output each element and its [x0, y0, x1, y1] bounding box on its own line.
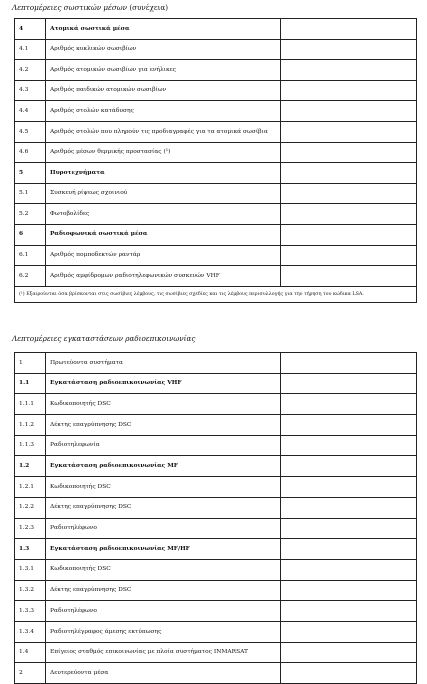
row-number: 1.3.4 — [15, 621, 46, 642]
table-row — [15, 580, 417, 601]
row-number: 4.6 — [15, 142, 46, 163]
row-value-cell — [281, 601, 417, 622]
section2-heading-title: Λεπτομέρειες εγκαταστάσεων ραδιοεπικοινωνίας — [12, 334, 196, 343]
row-description: Δευτερεύοντα μέσα — [46, 663, 281, 684]
row-value-cell — [281, 266, 417, 287]
table-row — [15, 19, 417, 40]
row-value-cell — [281, 353, 417, 374]
row-number: 1.3.3 — [15, 601, 46, 622]
table-row — [15, 663, 417, 684]
table-row — [15, 394, 417, 415]
table-row — [15, 266, 417, 287]
row-number: 1.3 — [15, 539, 46, 560]
row-number: 5.2 — [15, 204, 46, 225]
table-row — [15, 373, 417, 394]
row-number: 1.2.3 — [15, 518, 46, 539]
table-row — [15, 353, 417, 374]
row-description: Κωδικοποιητής DSC — [46, 559, 281, 580]
table-row — [15, 559, 417, 580]
section1-heading-title: Λεπτομέρειες σωστικών μέσων — [12, 3, 128, 12]
radio-installations-table — [14, 352, 417, 684]
row-number: 1.3.1 — [15, 559, 46, 580]
table-row — [15, 183, 417, 204]
row-value-cell — [281, 373, 417, 394]
row-description: Δέκτης επαγρύπνησης DSC — [46, 415, 281, 436]
row-number: 6.1 — [15, 245, 46, 266]
row-description: Δέκτης επαγρύπνησης DSC — [46, 580, 281, 601]
row-number: 1.1 — [15, 373, 46, 394]
row-value-cell — [281, 663, 417, 684]
row-value-cell — [281, 394, 417, 415]
row-description: Αριθμός στολών που πληρούν τις προδιαγραφές για τα ατομικά σωσίβια — [46, 121, 281, 142]
table-row — [15, 142, 417, 163]
row-value-cell — [281, 580, 417, 601]
row-value-cell — [281, 456, 417, 477]
row-description: Αριθμός κυκλικών σωσιβίων — [46, 39, 281, 60]
row-value-cell — [281, 435, 417, 456]
row-value-cell — [281, 183, 417, 204]
row-description: Ατομικά σωστικά μέσα — [46, 19, 281, 40]
table-row — [15, 435, 417, 456]
row-value-cell — [281, 142, 417, 163]
row-description: Δέκτης επαγρύπνησης DSC — [46, 497, 281, 518]
table-row — [15, 39, 417, 60]
row-number: 1.3.2 — [15, 580, 46, 601]
table-row — [15, 204, 417, 225]
table-row — [15, 101, 417, 122]
table-row — [15, 80, 417, 101]
row-description: Αριθμός αμφίδρομων ραδιοτηλεφωνικών συσκευών VHF — [46, 266, 281, 287]
row-number: 1.1.1 — [15, 394, 46, 415]
row-description: Ραδιοτηλεφωνία — [46, 435, 281, 456]
row-number: 1.4 — [15, 642, 46, 663]
row-description: Συσκευή ρίψεως σχοινιού — [46, 183, 281, 204]
row-value-cell — [281, 121, 417, 142]
row-number: 1.1.2 — [15, 415, 46, 436]
table-row — [15, 60, 417, 81]
row-number: 4.5 — [15, 121, 46, 142]
row-number: 1.1.3 — [15, 435, 46, 456]
row-value-cell — [281, 204, 417, 225]
row-description: Αριθμός πομποδεκτών ραντάρ — [46, 245, 281, 266]
row-description: Φωτοβολίδες — [46, 204, 281, 225]
row-value-cell — [281, 245, 417, 266]
table-row — [15, 121, 417, 142]
table-row — [15, 415, 417, 436]
row-value-cell — [281, 518, 417, 539]
row-description: Εγκατάσταση ραδιοεπικοινωνίας MF/HF — [46, 539, 281, 560]
row-number: 4.1 — [15, 39, 46, 60]
row-value-cell — [281, 642, 417, 663]
row-number: 2 — [15, 663, 46, 684]
row-value-cell — [281, 415, 417, 436]
section2-heading — [12, 334, 195, 343]
table-row — [15, 497, 417, 518]
row-description: Κωδικοποιητής DSC — [46, 394, 281, 415]
table-row — [15, 163, 417, 184]
row-description: Αριθμός στολών κατάδυσης — [46, 101, 281, 122]
table-row — [15, 642, 417, 663]
life-saving-equipment-table — [14, 18, 417, 303]
row-value-cell — [281, 224, 417, 245]
row-value-cell — [281, 497, 417, 518]
row-description: Αριθμός παιδικών ατομικών σωσιβίων — [46, 80, 281, 101]
row-value-cell — [281, 19, 417, 40]
row-number: 4.4 — [15, 101, 46, 122]
row-number: 1.2 — [15, 456, 46, 477]
row-value-cell — [281, 477, 417, 498]
table-row — [15, 518, 417, 539]
footnote-mark: (¹) — [19, 291, 25, 297]
row-number: 1 — [15, 353, 46, 374]
footnote-row — [15, 286, 417, 302]
row-description: Πυροτεχνήματα — [46, 163, 281, 184]
table-row — [15, 224, 417, 245]
row-number: 5.1 — [15, 183, 46, 204]
row-description: Εγκατάσταση ραδιοεπικοινωνίας VHF — [46, 373, 281, 394]
row-description: Ραδιοφωνικά σωστικά μέσα — [46, 224, 281, 245]
row-description: Ραδιοτηλέφωνο — [46, 601, 281, 622]
row-value-cell — [281, 621, 417, 642]
row-value-cell — [281, 101, 417, 122]
row-description: Ραδιοτηλέγραφος άμεσης εκτύπωσης — [46, 621, 281, 642]
table-row — [15, 539, 417, 560]
row-value-cell — [281, 539, 417, 560]
row-description: Επίγειος σταθμός επικοινωνίας με πλοία συστήματος INMARSAT — [46, 642, 281, 663]
row-description: Πρωτεύοντα συστήματα — [46, 353, 281, 374]
row-number: 5 — [15, 163, 46, 184]
footnote-text: Εξαιρούνται όσα βρίσκονται στις σωσίβιες λέμβους, τις σωσίβιες σχεδίες και τις λέμβους περισυλλογής για την τήρηση του κώδικα LSA. — [26, 291, 364, 297]
row-description: Κωδικοποιητής DSC — [46, 477, 281, 498]
row-description: Αριθμός ατομικών σωσιβίων για ενήλικες — [46, 60, 281, 81]
row-value-cell — [281, 163, 417, 184]
table-row — [15, 477, 417, 498]
row-description: Εγκατάσταση ραδιοεπικοινωνίας MF — [46, 456, 281, 477]
table-row — [15, 245, 417, 266]
row-number: 1.2.2 — [15, 497, 46, 518]
row-number: 4.2 — [15, 60, 46, 81]
row-value-cell — [281, 80, 417, 101]
row-description: Ραδιοτηλέφωνο — [46, 518, 281, 539]
row-number: 6 — [15, 224, 46, 245]
section1-heading-suffix: (συνέχεια) — [129, 3, 169, 12]
table-row — [15, 601, 417, 622]
table-row — [15, 456, 417, 477]
footnote-cell — [15, 286, 417, 302]
row-value-cell — [281, 39, 417, 60]
row-number: 4.3 — [15, 80, 46, 101]
row-number: 1.2.1 — [15, 477, 46, 498]
row-value-cell — [281, 60, 417, 81]
table-row — [15, 621, 417, 642]
row-number: 4 — [15, 19, 46, 40]
row-value-cell — [281, 559, 417, 580]
row-description: Αριθμός μέσων θερμικής προστασίας (¹) — [46, 142, 281, 163]
row-number: 6.2 — [15, 266, 46, 287]
section1-heading — [12, 3, 168, 12]
